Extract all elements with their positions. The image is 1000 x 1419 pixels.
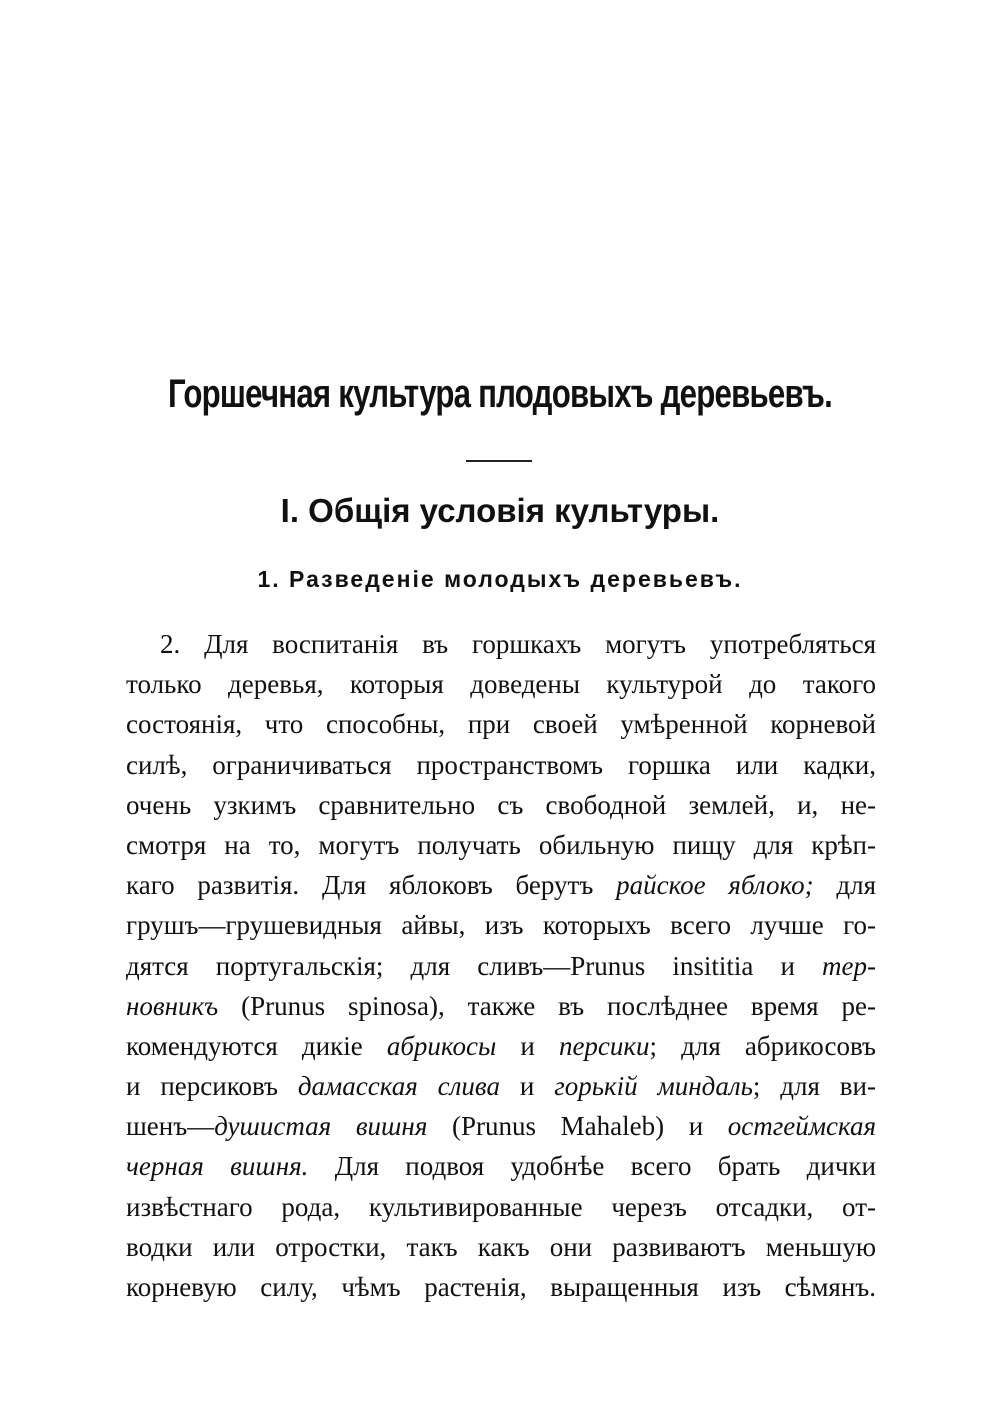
paragraph-line [126, 1026, 876, 1066]
text-run: только деревья, которыя доведены культурой до такого [126, 669, 876, 700]
text-run: и [499, 1071, 555, 1102]
text-run: смотря на то, могутъ получать обильную пищу для крѣп- [126, 829, 876, 860]
italic-term: персики [558, 1030, 650, 1061]
text-run: очень узкимъ сравнительно съ свободной землей, и, не- [126, 789, 876, 820]
text-run: силѣ, ограничиваться пространствомъ горшка или кадки, [126, 749, 876, 780]
italic-term: райское яблоко; [616, 870, 814, 901]
text-run: и [496, 1030, 559, 1061]
body-paragraph [126, 624, 876, 1307]
text-run: извѣстнаго рода, культивированные черезъ отсадки, от- [126, 1191, 876, 1222]
text-run: Для подвоя удобнѣе всего брать дички [308, 1151, 876, 1182]
paragraph-line [126, 664, 876, 704]
text-run: ; для абрикосовъ [649, 1030, 876, 1061]
text-run: и персиковъ [126, 1071, 298, 1102]
paragraph-line [126, 624, 876, 664]
italic-term: остгеймская [727, 1111, 876, 1142]
paragraph-line [126, 785, 876, 825]
text-run: 2. Для воспитанія въ горшкахъ могутъ употребляться [160, 629, 876, 659]
paragraph-line [126, 704, 876, 744]
text-run: для [813, 870, 876, 901]
paragraph-line [126, 986, 876, 1026]
italic-term: горькій миндаль [554, 1071, 753, 1102]
text-run: грушъ—грушевидныя айвы, изъ которыхъ всего лучше го- [126, 910, 876, 941]
text-run: каго развитія. Для яблоковъ берутъ [126, 870, 617, 901]
paragraph-line [126, 1146, 876, 1186]
paragraph-line [126, 1106, 876, 1146]
paragraph-line [126, 825, 876, 865]
paragraph-line [126, 946, 876, 986]
italic-term: черная вишня. [126, 1151, 309, 1182]
paragraph-line [126, 865, 876, 905]
sub-heading: 1. Разведеніе молодыхъ деревьевъ. [257, 566, 743, 592]
text-run: ; для ви- [752, 1071, 876, 1102]
paragraph-line [126, 1066, 876, 1106]
italic-term: дамасская слива [297, 1071, 500, 1102]
paragraph-line [126, 905, 876, 945]
text-run: шенъ— [126, 1111, 215, 1142]
section-heading: I. Общія условія культуры. [280, 492, 720, 529]
italic-term: новникъ [126, 990, 219, 1021]
paragraph-line [126, 1267, 876, 1307]
italic-term: душистая вишня [214, 1111, 428, 1142]
text-run: (Prunus spinosa), также въ послѣднее время ре- [218, 990, 876, 1021]
text-run: состоянія, что способны, при своей умѣренной корневой [126, 709, 876, 740]
text-run: корневую силу, чѣмъ растенія, выращенныя изъ сѣмянъ. [126, 1272, 876, 1302]
italic-term: тер- [822, 950, 876, 981]
page-title: Горшечная культура плодовыхъ деревьевъ. [168, 372, 832, 416]
text-run: водки или отростки, такъ какъ они развиваютъ меньшую [126, 1231, 876, 1262]
italic-term: абрикосы [386, 1030, 497, 1061]
text-run: дятся португальскія; для сливъ—Prunus insititia и [126, 950, 823, 981]
paragraph-line [126, 745, 876, 785]
title-divider [466, 460, 532, 462]
text-run: комендуются дикіе [126, 1030, 387, 1061]
paragraph-line [126, 1227, 876, 1267]
text-run: (Prunus Mahaleb) и [427, 1111, 728, 1142]
paragraph-line [126, 1187, 876, 1227]
